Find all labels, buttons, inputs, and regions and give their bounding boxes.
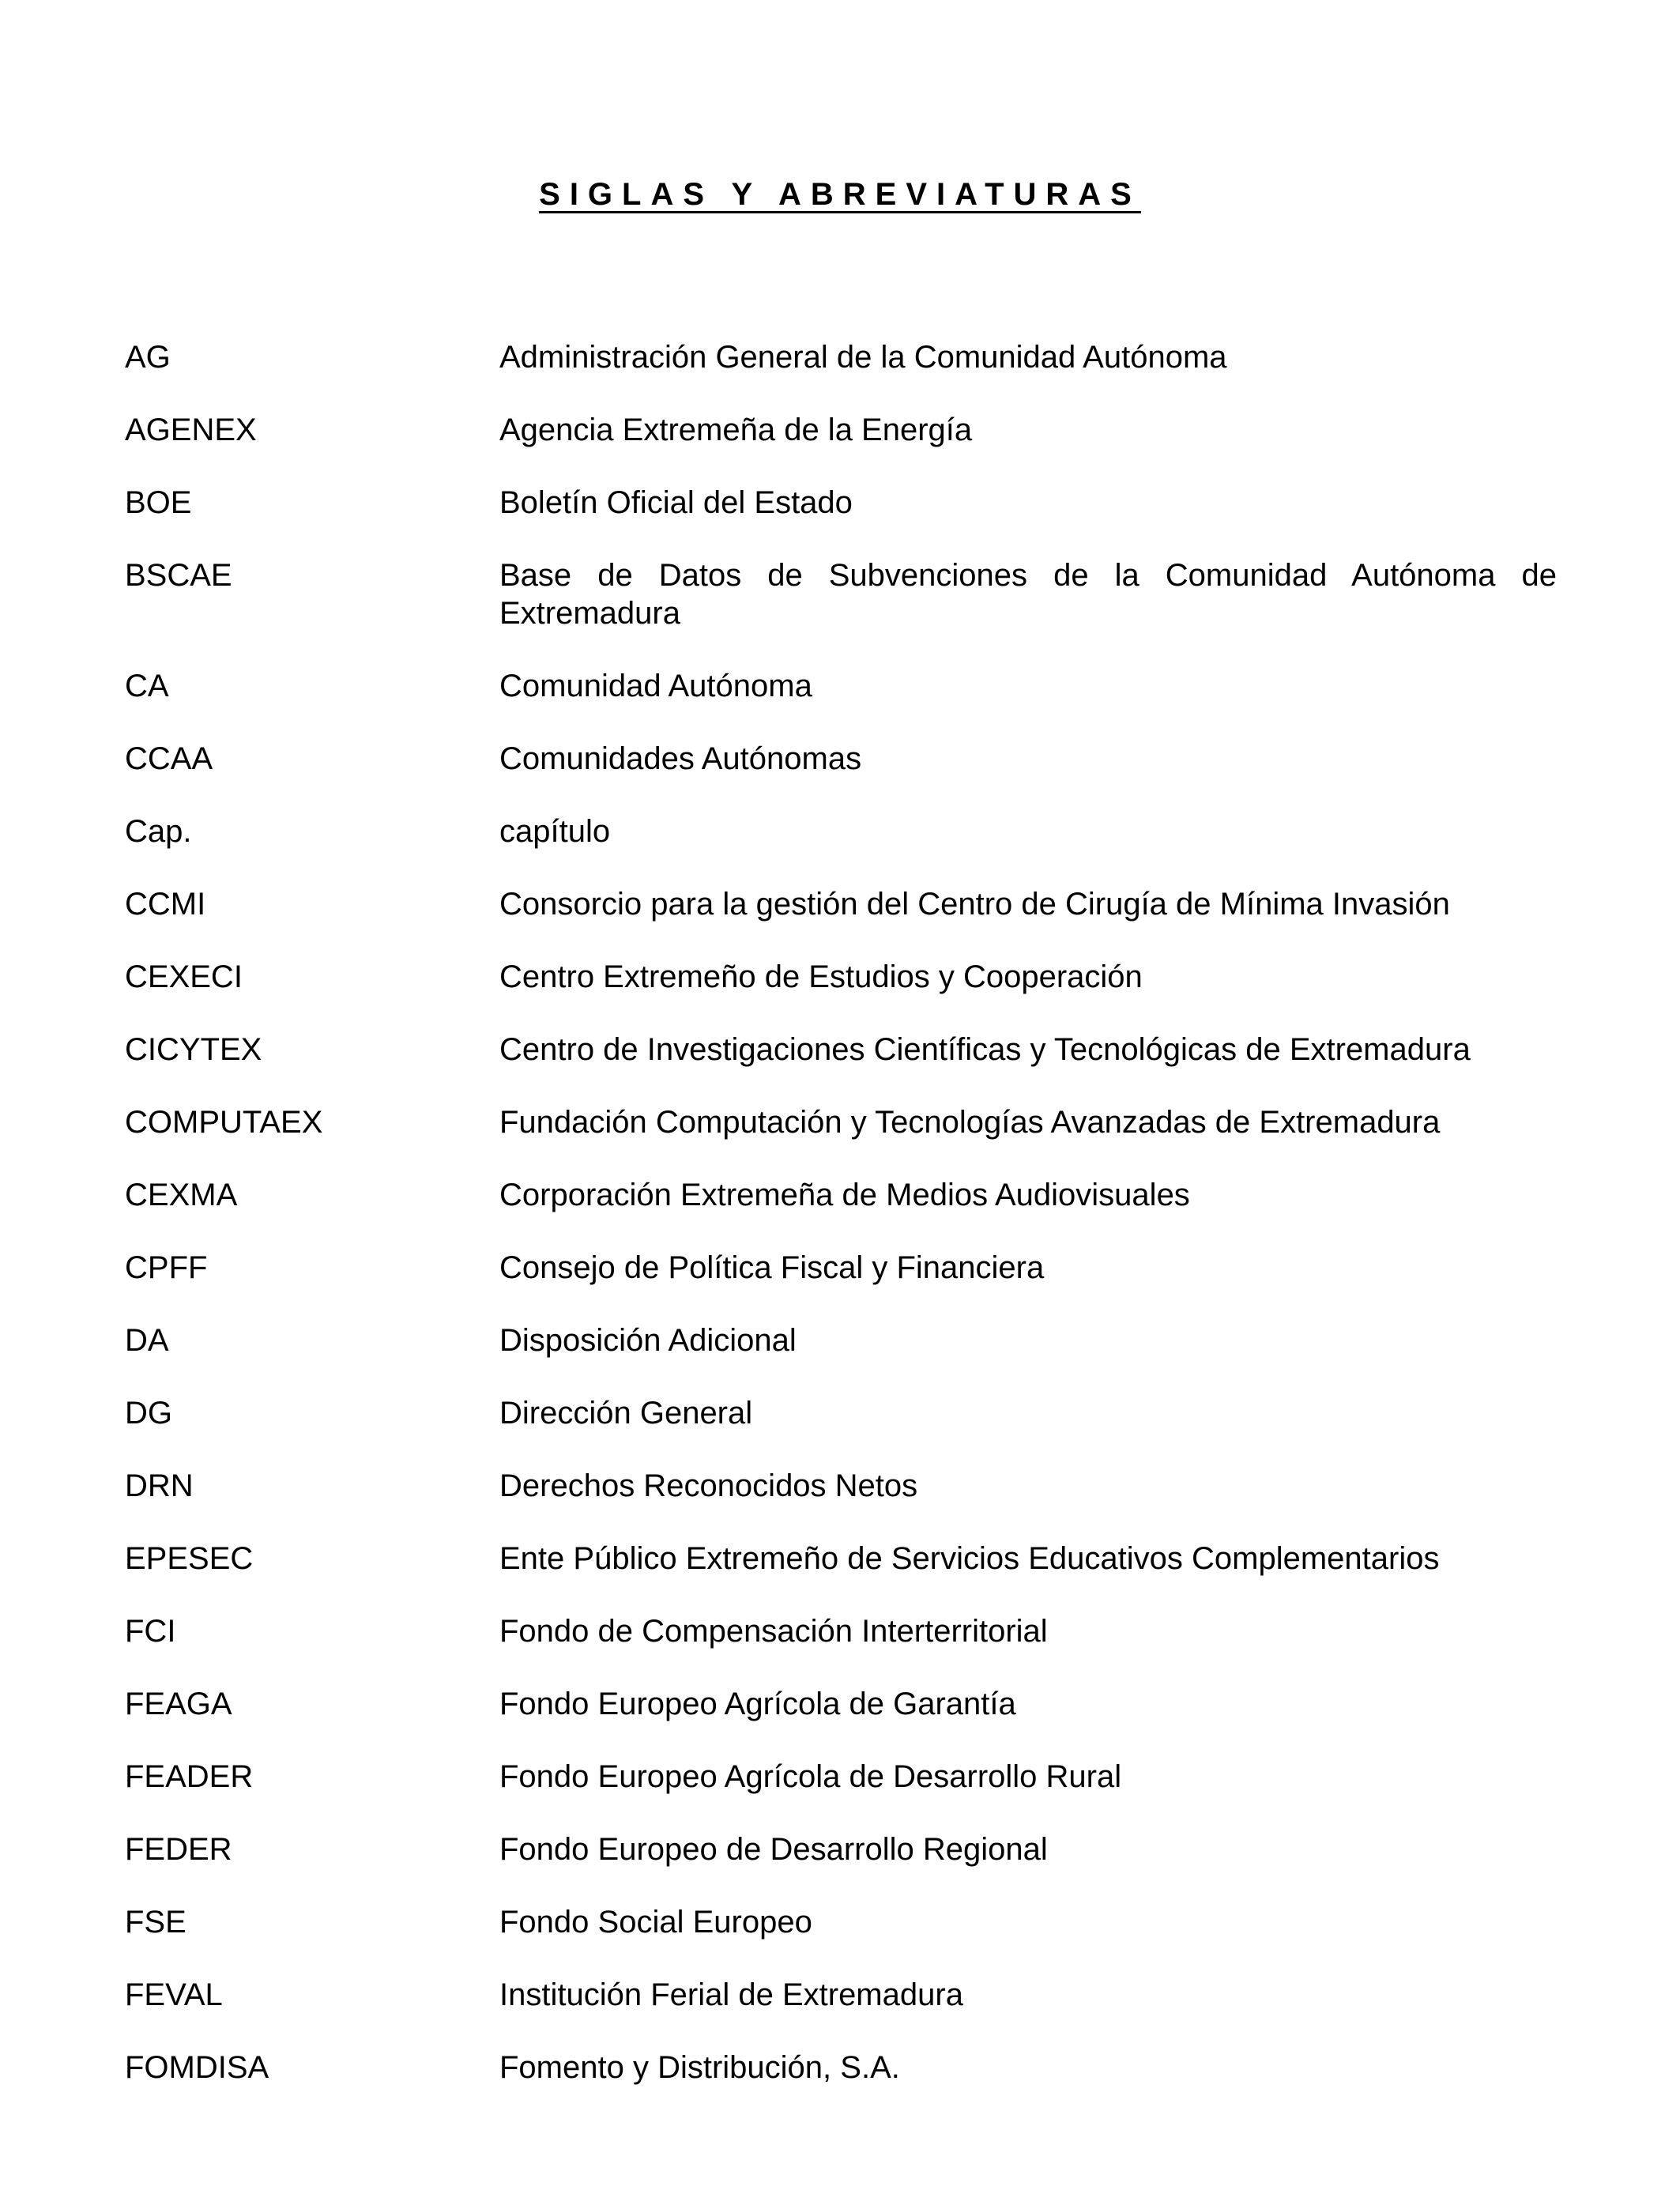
abbreviation-description: Fundación Computación y Tecnologías Avanzadas de Extremadura: [499, 1105, 1441, 1140]
abbreviation-code: EPESEC: [125, 1541, 254, 1576]
abbreviation-code: FCI: [125, 1614, 176, 1649]
list-item: [125, 1830, 1557, 1868]
abbreviation-description: Administración General de la Comunidad Autónoma: [499, 340, 1227, 375]
list-item: [125, 1758, 1557, 1796]
abbreviation-code: FEDER: [125, 1832, 232, 1867]
abbreviation-description: capítulo: [499, 814, 611, 849]
abbreviation-description: Boletín Oficial del Estado: [499, 485, 853, 520]
abbreviation-description: Comunidades Autónomas: [499, 741, 862, 776]
abbreviation-code: CICYTEX: [125, 1032, 262, 1067]
list-item: [125, 411, 1557, 449]
abbreviation-description: Fondo Europeo Agrícola de Garantía: [499, 1687, 1016, 1721]
list-item: [125, 812, 1557, 850]
list-item: [125, 1249, 1557, 1287]
abbreviation-code: AG: [125, 340, 171, 375]
list-item: [125, 1467, 1557, 1505]
abbreviation-description: Dirección General: [499, 1396, 753, 1431]
list-item: [125, 556, 1557, 632]
list-item: [125, 1903, 1557, 1941]
list-item: [125, 1685, 1557, 1723]
abbreviation-description: Fondo Europeo de Desarrollo Regional: [499, 1832, 1048, 1867]
abbreviation-description: Ente Público Extremeño de Servicios Educativos Complementarios: [499, 1541, 1440, 1576]
abbreviation-description: Comunidad Autónoma: [499, 669, 812, 703]
abbreviation-code: CCMI: [125, 887, 206, 922]
abbreviation-code: CA: [125, 669, 169, 703]
abbreviation-code: COMPUTAEX: [125, 1105, 323, 1140]
abbreviation-code: CEXMA: [125, 1178, 238, 1212]
page-title-text: SIGLAS Y ABREVIATURAS: [539, 177, 1141, 212]
abbreviation-code: Cap.: [125, 814, 192, 849]
list-item: [125, 1394, 1557, 1432]
abbreviation-description: Fondo Social Europeo: [499, 1905, 812, 1940]
abbreviation-code: DRN: [125, 1468, 194, 1503]
list-item: [125, 1103, 1557, 1141]
list-item: [125, 958, 1557, 996]
list-item: [125, 338, 1557, 376]
abbreviation-description: Centro de Investigaciones Científicas y Tecnológicas de Extremadura: [499, 1032, 1471, 1067]
list-item: [125, 2049, 1557, 2087]
list-item: [125, 1976, 1557, 2014]
abbreviation-description: Derechos Reconocidos Netos: [499, 1468, 918, 1503]
list-item: [125, 484, 1557, 522]
abbreviation-code: FOMDISA: [125, 2050, 269, 2085]
abbreviation-code: CCAA: [125, 741, 213, 776]
abbreviation-description: Consejo de Política Fiscal y Financiera: [499, 1250, 1045, 1285]
abbreviation-description: Disposición Adicional: [499, 1323, 797, 1358]
abbreviation-description: Base de Datos de Subvenciones de la Comunidad Autónoma de Extremadura: [499, 558, 1557, 631]
abbreviation-description: Institución Ferial de Extremadura: [499, 1977, 963, 2012]
list-item: [125, 740, 1557, 778]
abbreviation-code: FSE: [125, 1905, 186, 1940]
list-item: [125, 1540, 1557, 1578]
abbreviation-code: FEADER: [125, 1759, 254, 1794]
abbreviation-description: Fomento y Distribución, S.A.: [499, 2050, 900, 2085]
abbreviation-code: CEXECI: [125, 959, 243, 994]
list-item: [125, 1612, 1557, 1650]
abbreviation-code: DA: [125, 1323, 169, 1358]
list-item: [125, 1031, 1557, 1069]
abbreviation-code: BOE: [125, 485, 192, 520]
abbreviation-description: Consorcio para la gestión del Centro de Cirugía de Mínima Invasión: [499, 887, 1450, 922]
abbreviation-description: Centro Extremeño de Estudios y Cooperación: [499, 959, 1143, 994]
abbreviation-list: [125, 338, 1557, 2121]
list-item: [125, 667, 1557, 705]
list-item: [125, 1176, 1557, 1214]
page-title: [0, 177, 1680, 213]
abbreviation-code: FEAGA: [125, 1687, 232, 1721]
abbreviation-description: Corporación Extremeña de Medios Audiovisuales: [499, 1178, 1190, 1212]
abbreviation-description: Fondo Europeo Agrícola de Desarrollo Rural: [499, 1759, 1122, 1794]
abbreviation-code: AGENEX: [125, 413, 257, 447]
abbreviation-code: DG: [125, 1396, 172, 1431]
list-item: [125, 1321, 1557, 1359]
list-item: [125, 885, 1557, 923]
abbreviation-code: FEVAL: [125, 1977, 223, 2012]
abbreviation-code: CPFF: [125, 1250, 208, 1285]
abbreviation-code: BSCAE: [125, 558, 232, 593]
abbreviation-description: Fondo de Compensación Interterritorial: [499, 1614, 1048, 1649]
abbreviation-description: Agencia Extremeña de la Energía: [499, 413, 973, 447]
